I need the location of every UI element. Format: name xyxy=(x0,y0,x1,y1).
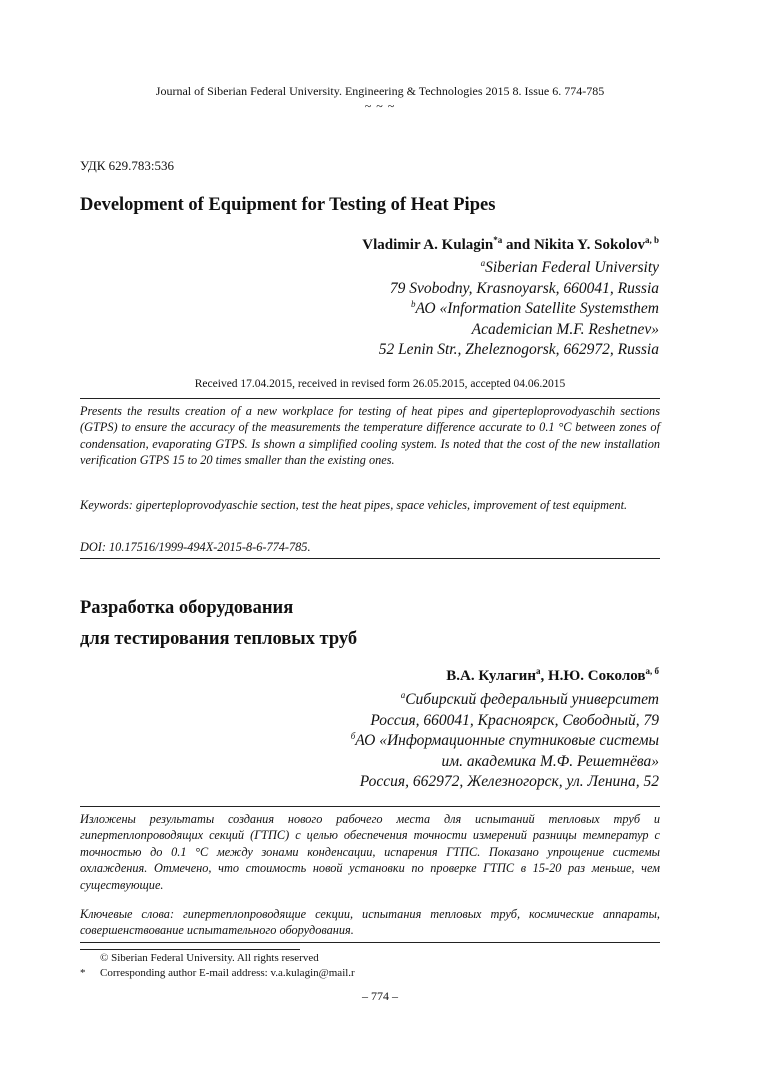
russian-keywords: Ключевые слова: гипертеплопроводящие секции, испытания тепловых труб, космические аппараты, совершенствование испытательного оборудования. xyxy=(80,907,660,938)
author-sup: а xyxy=(535,666,541,676)
affiliation-line xyxy=(379,340,659,361)
authors-and: and xyxy=(506,237,531,253)
copyright-footnote: © Siberian Federal University. All rights reserved xyxy=(100,952,319,964)
affiliation-line xyxy=(351,772,659,793)
affiliation-line xyxy=(351,731,659,752)
doi: DOI: 10.17516/1999-494X-2015-8-6-774-785. xyxy=(80,540,311,554)
affiliation-text: Россия, 662972, Железногорск, ул. Ленина, 52 xyxy=(359,773,659,790)
affiliation-text: 79 Svobodny, Krasnoyarsk, 660041, Russia xyxy=(389,279,659,297)
author-name: Nikita Y. Sokolov xyxy=(533,237,645,253)
affiliation-text: Siberian Federal University xyxy=(485,259,659,276)
affiliation-line xyxy=(379,320,659,341)
corresponding-author-footnote: Corresponding author E-mail address: v.a.kulagin@mail.r xyxy=(100,967,355,979)
affiliation-line xyxy=(351,711,659,732)
russian-title-line1: Разработка оборудования xyxy=(80,598,294,618)
author-sup: a, b xyxy=(644,235,659,245)
russian-affiliations xyxy=(351,690,659,793)
divider xyxy=(80,558,660,559)
english-authors xyxy=(362,237,659,254)
author-name: В.А. Кулагин xyxy=(446,668,536,684)
affiliation-sup: a xyxy=(480,257,486,268)
author-name: Vladimir A. Kulagin xyxy=(362,237,494,253)
affiliation-line xyxy=(351,690,659,711)
english-keywords: Keywords: giperteploprovodyaschie section, test the heat pipes, space vehicles, improvement of test equipment. xyxy=(80,498,628,512)
affiliation-line xyxy=(379,258,659,279)
affiliation-sup: b xyxy=(411,298,416,309)
footnote-divider xyxy=(80,949,300,950)
affiliation-line xyxy=(379,279,659,300)
udk-code: УДК 629.783:536 xyxy=(80,158,175,173)
english-affiliations xyxy=(379,258,659,361)
page-number: – 774 – xyxy=(362,989,398,1003)
received-dates: Received 17.04.2015, received in revised form 26.05.2015, accepted 04.06.2015 xyxy=(194,378,566,390)
affiliation-line xyxy=(351,752,659,773)
russian-authors xyxy=(446,668,659,685)
footnote-mark: * xyxy=(80,967,86,979)
journal-header: Journal of Siberian Federal University. Engineering & Technologies 2015 8. Issue 6. 774-785 xyxy=(155,84,605,98)
author-sup: а, б xyxy=(645,666,659,676)
affiliation-text: Сибирский федеральный университет xyxy=(405,691,659,708)
divider xyxy=(80,942,660,943)
affiliation-sup: а xyxy=(400,689,406,700)
affiliation-text: им. академика М.Ф. Решетнёва» xyxy=(441,752,659,770)
affiliation-sup: б xyxy=(350,730,356,741)
author-name: Н.Ю. Соколов xyxy=(547,668,646,684)
affiliation-text: АО «Information Satellite Systemsthem xyxy=(415,300,659,317)
russian-abstract: Изложены результаты создания нового рабочего места для испытаний тепловых труб и гипертеплопроводящих секций (ГТПС) с целью обеспечения точности измерений разницы температур с точностью до 0.1 °С между зонами конденсации, испарения ГТПС. Показано упрощение системы охлаждения. Отмечено, что стоимость новой установки по проверке ГТПС в 15-20 раз меньше, чем существующие. xyxy=(80,812,660,892)
affiliation-text: Россия, 660041, Красноярск, Свободный, 79 xyxy=(370,711,659,729)
affiliation-text: АО «Информационные спутниковые системы xyxy=(355,732,659,749)
divider xyxy=(80,806,660,807)
english-abstract: Presents the results creation of a new workplace for testing of heat pipes and giperteploprovodyaschih sections (GTPS) to ensure the accuracy of the measurements the temperature difference accurate to 0.1 °С between zones of condensation, evaporating GTPS. Is shown a simplified cooling system. Is noted that the cost of the new installation verification GTPS 15 to 20 times smaller than the existing ones. xyxy=(80,404,660,468)
affiliation-text: 52 Lenin Str., Zheleznogorsk, 662972, Russia xyxy=(378,341,659,358)
author-sup: *a xyxy=(493,235,503,245)
header-ornament: ~ ~ ~ xyxy=(364,99,396,113)
russian-title-line2: для тестирования тепловых труб xyxy=(80,629,358,649)
authors-separator: , xyxy=(540,668,548,684)
affiliation-text: Academician M.F. Reshetnev» xyxy=(471,320,659,338)
divider xyxy=(80,398,660,399)
english-title: Development of Equipment for Testing of Heat Pipes xyxy=(80,195,496,215)
affiliation-line xyxy=(379,299,659,320)
